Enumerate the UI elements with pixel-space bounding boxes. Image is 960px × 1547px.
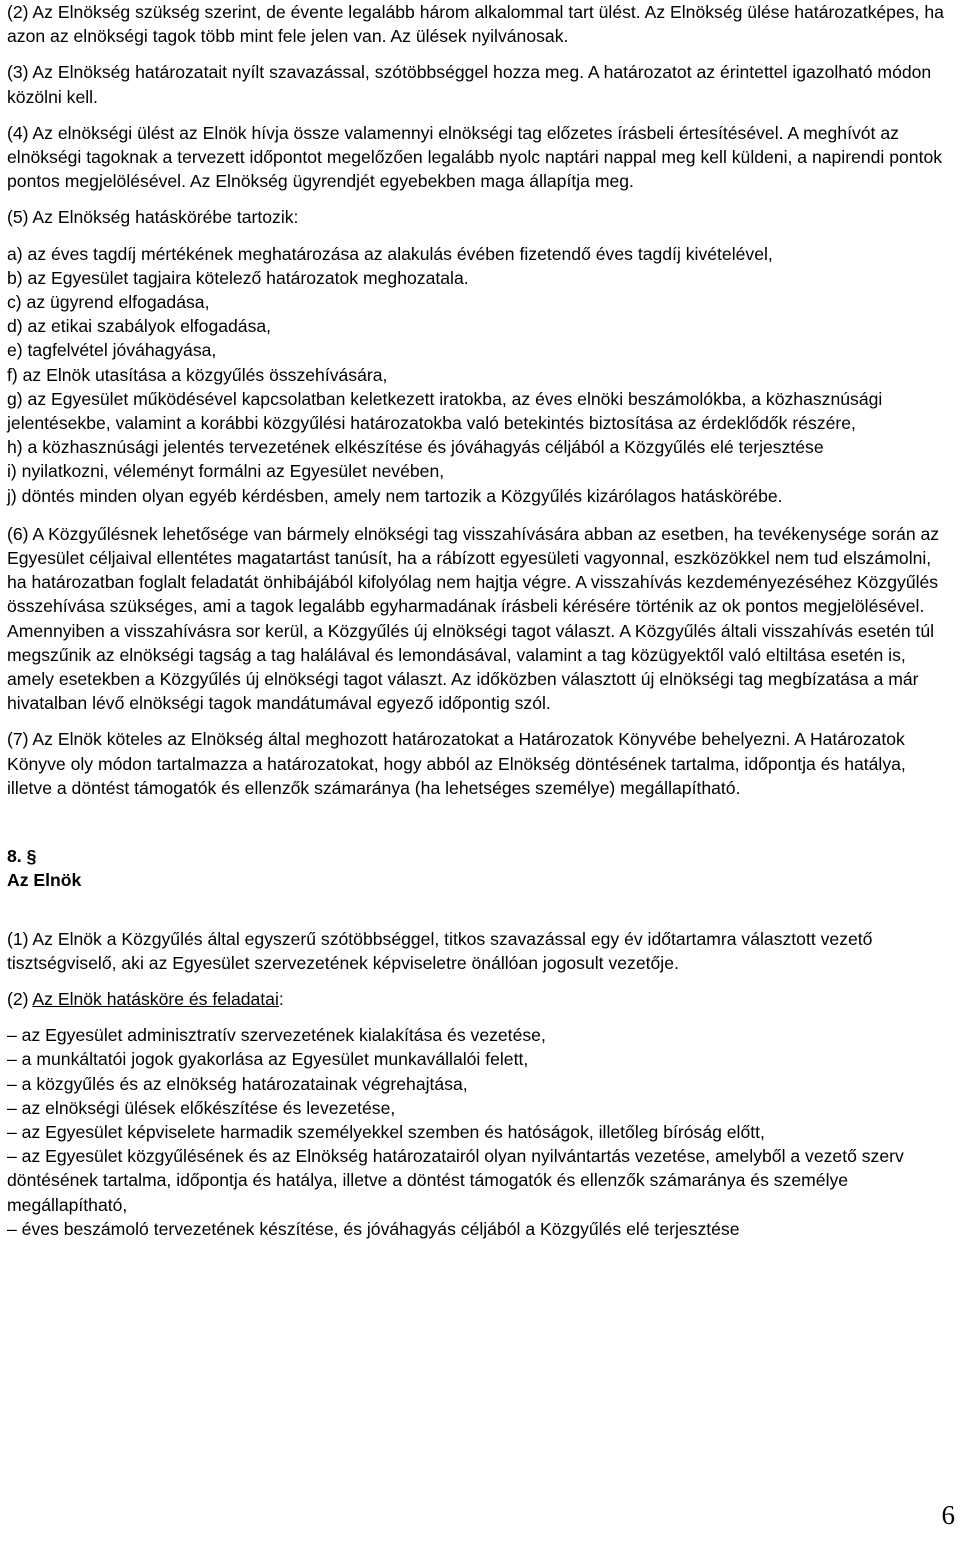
paragraph-elnok-2-suffix: : [278, 988, 284, 1009]
list-item: i) nyilatkozni, véleményt formálni az Egyesület nevében, [7, 461, 445, 482]
list-item: – a közgyűlés és az elnökség határozatainak végrehajtása, [7, 1073, 468, 1094]
list-item: e) tagfelvétel jóváhagyása, [7, 340, 217, 361]
list-item: – az Egyesület adminisztratív szervezetének kialakítása és vezetése, [7, 1025, 546, 1046]
paragraph-elnokseg-4-part1: (4) Az elnökségi ülést az Elnök hívja össze valamennyi elnökségi tag előzetes írásbeli értesítésével. [7, 122, 784, 143]
list-item: a) az éves tagdíj mértékének meghatározása az alakulás évében fizetendő éves tagdíj kivételével, [7, 243, 773, 264]
paragraph-elnokseg-3: (3) Az Elnökség határozatait nyílt szavazással, szótöbbséggel hozza meg. A határozatot az érintettel igazolható módon közölni kell. [7, 62, 932, 107]
section-number-line [7, 844, 955, 868]
list-item: – a munkáltatói jogok gyakorlása az Egyesület munkavállalói felett, [7, 1049, 529, 1070]
list-item: f) az Elnök utasítása a közgyűlés összehívására, [7, 364, 388, 385]
list-item: h) a közhasznúsági jelentés tervezetének elkészítése és jóváhagyás céljából a Közgyűlés elé terjesztése [7, 437, 824, 458]
paragraph-elnokseg-4-part2: A meghívót az elnökségi tagoknak a tervezett időpontot megelőzően legalább nyolc naptári nappal meg kell küldeni, a napirendi pontok pontos megjelölésével. Az Elnökség ügyrendjét egyebekben maga állapítja meg. [7, 122, 943, 192]
duties-list [7, 1023, 955, 1241]
document-page [7, 0, 955, 1241]
section-symbol: § [26, 846, 37, 867]
section-title: Az Elnök [7, 870, 82, 891]
list-item: j) döntés minden olyan egyéb kérdésben, amely nem tartozik a Közgyűlés kizárólagos hatáskörébe. [7, 485, 783, 506]
list-item: – az Egyesület közgyűlésének és az Elnökség határozatairól olyan nyilvántartás vezetése, amelyből a vezető szerv döntésének tartalma, időpontja és hatálya, illetve a döntést támogatók és ellenzők számaránya és személye megállapítható, [7, 1146, 904, 1215]
list-item: – éves beszámoló tervezetének készítése, és jóváhagyás céljából a Közgyűlés elé terjesztése [7, 1218, 740, 1239]
list-item: – az Egyesület képviselete harmadik személyekkel szemben és hatóságok, illetőleg bíróság előtt, [7, 1121, 765, 1142]
paragraph-elnokseg-2: (2) Az Elnökség szükség szerint, de évente legalább három alkalommal tart ülést. Az Elnökség ülése határozatképes, ha azon az elnökségi tagok több mint fele jelen van. Az ülések nyilvánosak. [7, 2, 944, 47]
paragraph-elnokseg-7: (7) Az Elnök köteles az Elnökség által meghozott határozatokat a Határozatok Könyvébe behelyezni. A Határozatok Könyve oly módon tartalmazza a határozatokat, hogy abból az Elnökség döntésének tartalma, időpontja és hatálya, illetve a döntést támogatók és ellenzők számaránya (ha lehetséges személye) megállapítható. [7, 729, 906, 798]
list-item: g) az Egyesület működésével kapcsolatban keletkezett iratokba, az éves elnöki beszámolókba, a közhasznúsági jelentésekbe, valamint a korábbi közgyűlési határozatokba való betekintés biztosítása az érdeklődők részére, [7, 388, 883, 434]
hataskor-list [7, 242, 955, 508]
section-number: 8. [7, 846, 22, 867]
paragraph-elnok-2-intro [7, 987, 955, 1011]
list-item: – az elnökségi ülések előkészítése és levezetése, [7, 1097, 396, 1118]
paragraph-elnokseg-4 [7, 121, 955, 194]
paragraph-elnokseg-5-intro: (5) Az Elnökség hatáskörébe tartozik: [7, 207, 299, 228]
section-heading [7, 844, 955, 892]
paragraph-elnokseg-6: (6) A Közgyűlésnek lehetősége van bármely elnökségi tag visszahívására abban az esetben, ha tevékenysége során az Egyesület céljaival ellentétes magatartást tanúsít, ha a rábízott egyesületi vagyonnal, eszközökkel nem tud elszámolni, ha határozatban foglalt feladatát önhibájából kifolyólag nem hajtja végre. A visszahívás kezdeményezéséhez Közgyűlés összehívása szükséges, ami a tagok legalább egyharmadának írásbeli kérésére történik az ok pontos megjelölésével. Amennyiben a visszahívásra sor kerül, a Közgyűlés új elnökségi tagot választ. A Közgyűlés általi visszahívás esetén túl megszűnik az elnökségi tagság a tag halálával és lemondásával, valamint a tag közügyektől való eltiltása esetén is, amely esetekben a Közgyűlés új elnökségi tagot választ. Az időközben választott új elnökségi tag megbízatása a már hivatalban lévő elnökségi tagok mandátumával egyező időpontig szól. [7, 523, 940, 714]
paragraph-elnok-2-underlined: Az Elnök hatásköre és feladatai [32, 988, 279, 1009]
paragraph-elnok-1: (1) Az Elnök a Közgyűlés által egyszerű szótöbbséggel, titkos szavazással egy év időtartamra választott vezető tisztségviselő, aki az Egyesület szervezetének képviseletre önállóan jogosult vezetője. [7, 928, 873, 973]
list-item: d) az etikai szabályok elfogadása, [7, 316, 272, 337]
page-number: 6 [941, 1500, 955, 1530]
paragraph-elnok-2-prefix: (2) [7, 988, 33, 1009]
list-item: c) az ügyrend elfogadása, [7, 292, 210, 313]
list-item: b) az Egyesület tagjaira kötelező határozatok meghozatala. [7, 267, 469, 288]
